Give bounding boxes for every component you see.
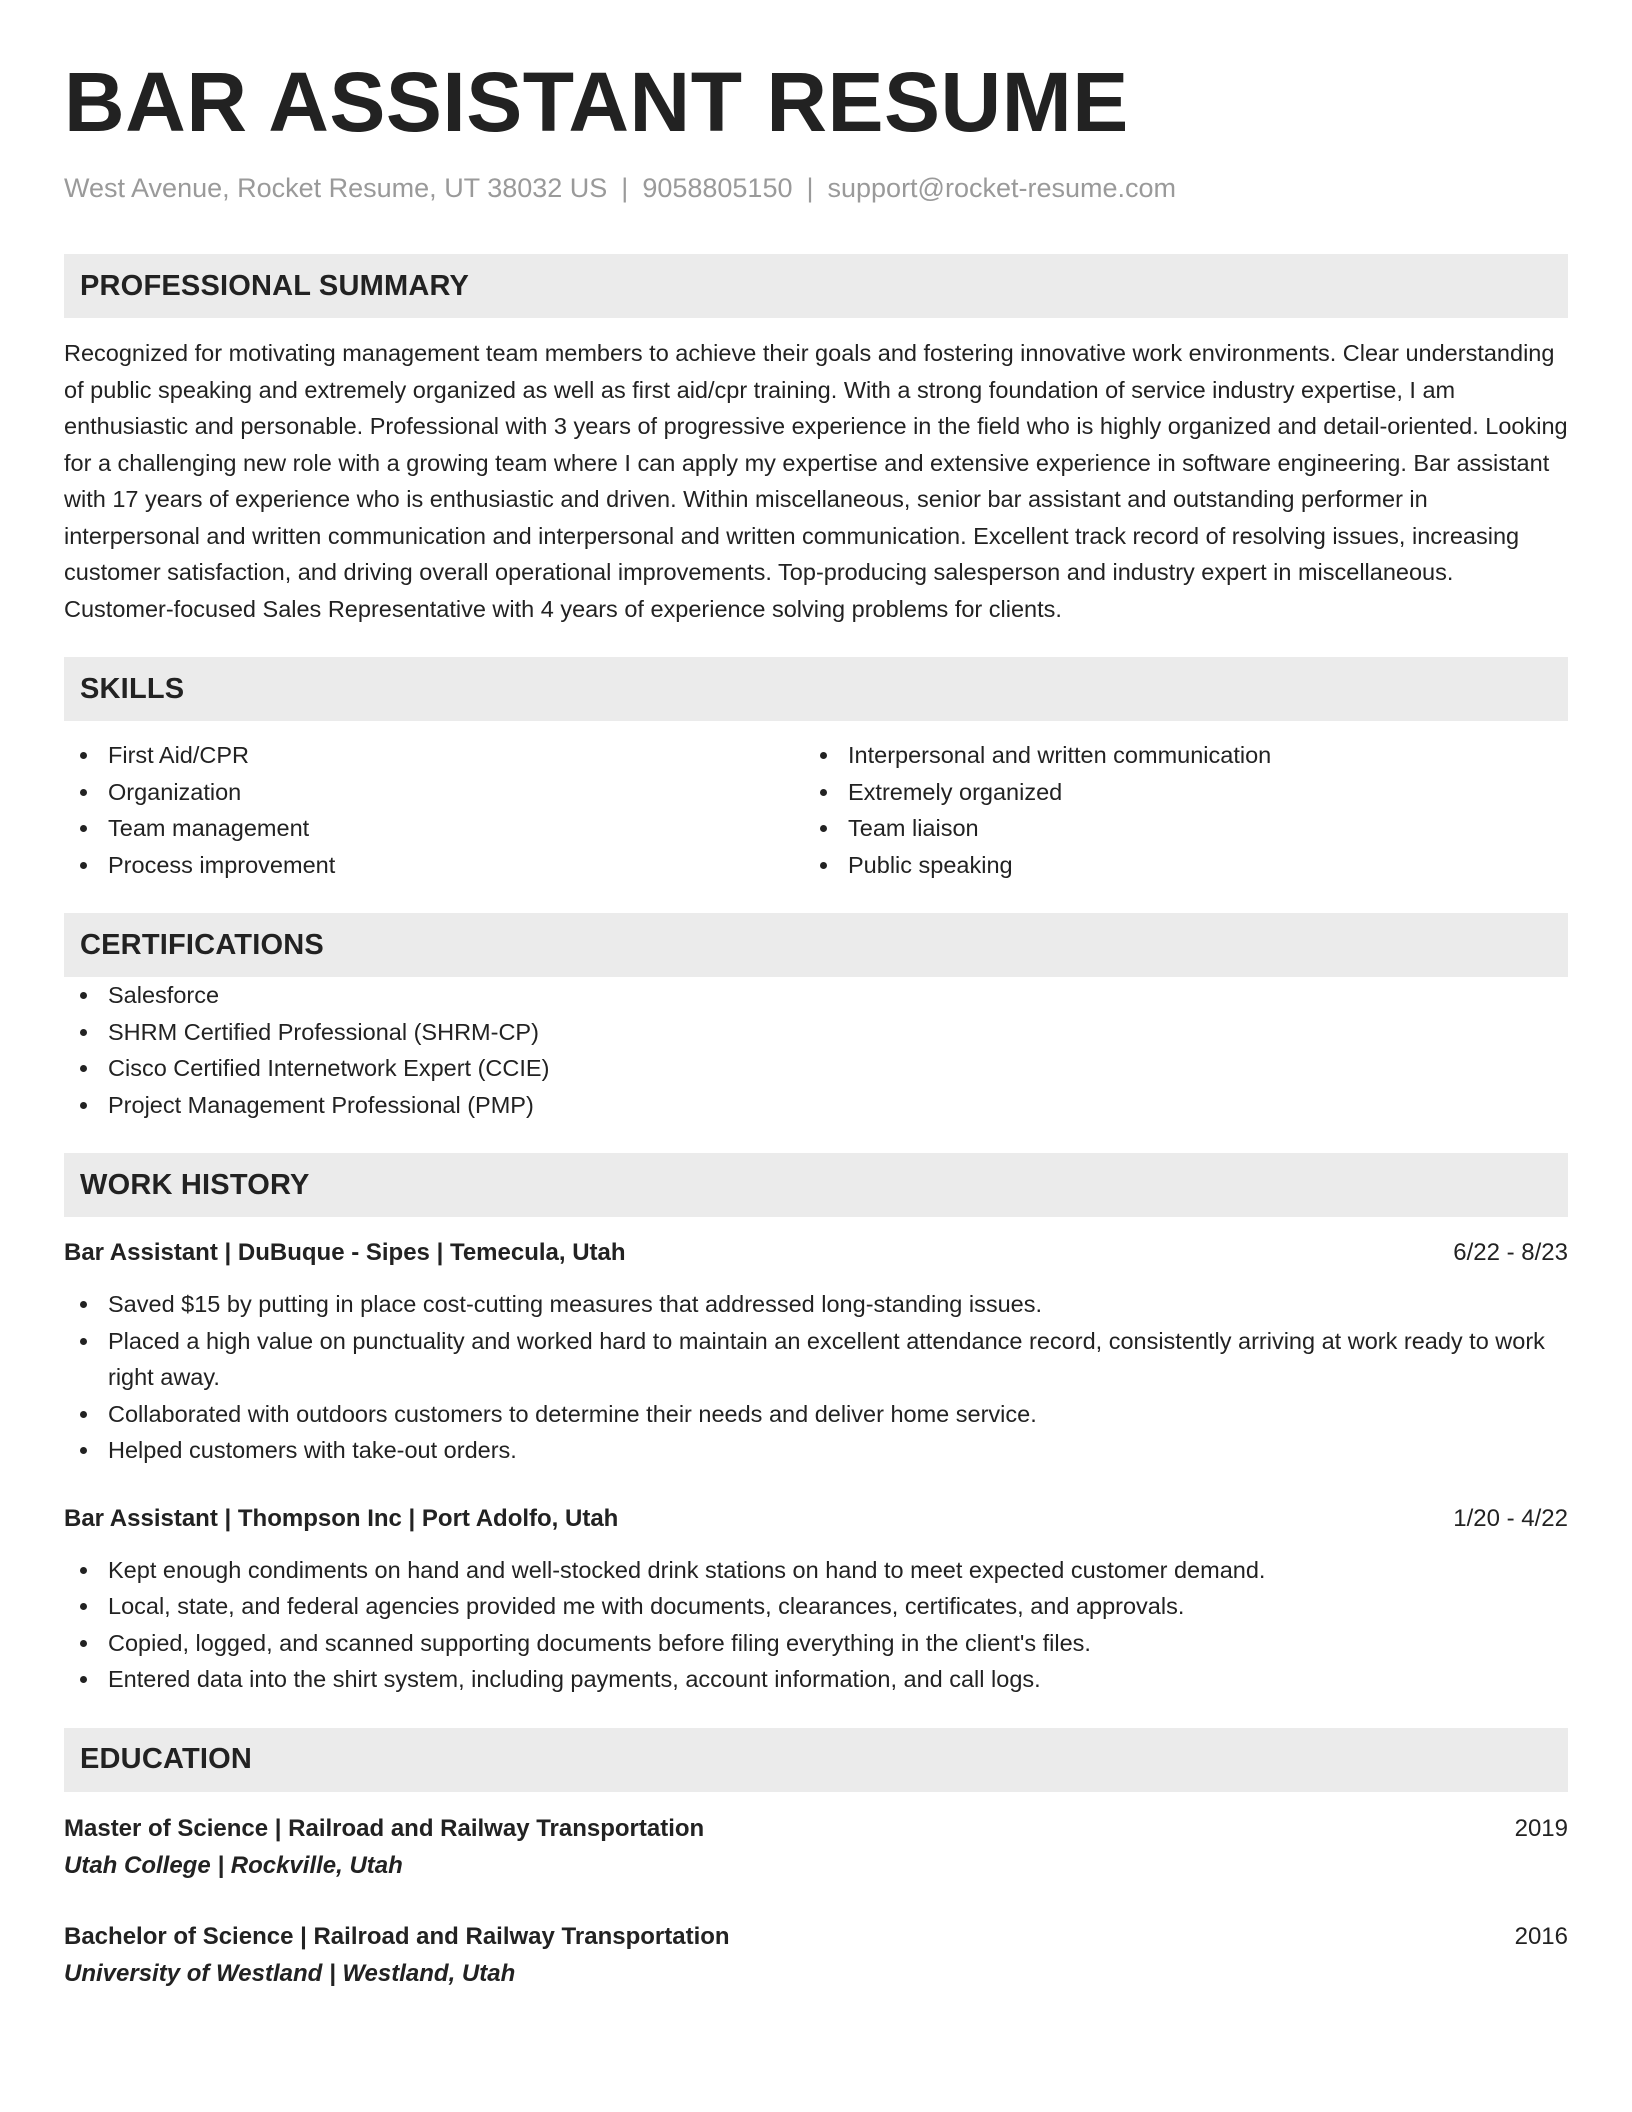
resume-title: BAR ASSISTANT RESUME <box>64 55 1129 149</box>
job-bullets <box>64 1286 1568 1469</box>
education-year: 2016 <box>1514 1922 1568 1950</box>
job-bullet: Helped customers with take-out orders. <box>64 1432 1568 1469</box>
job-header <box>64 1501 1568 1537</box>
certification-item: Cisco Certified Internetwork Expert (CCIE) <box>64 1050 1568 1087</box>
contact-separator: | <box>621 173 629 203</box>
job-entry <box>64 1235 1568 1469</box>
skill-item: Team management <box>64 810 804 847</box>
certification-item: SHRM Certified Professional (SHRM-CP) <box>64 1014 1568 1051</box>
job-entry <box>64 1501 1568 1698</box>
job-title: Bar Assistant | Thompson Inc | Port Adolfo, Utah <box>64 1504 619 1532</box>
certifications-list <box>64 977 1568 1123</box>
certification-item: Salesforce <box>64 977 1568 1014</box>
education-degree: Bachelor of Science | Railroad and Railway Transportation <box>64 1922 730 1950</box>
skills-left-column <box>64 737 804 883</box>
summary-text: Recognized for motivating management team members to achieve their goals and fostering innovative work environments. Clear understanding of public speaking and extremely organized as well as first aid/cpr training. With a strong foundation of service industry expertise, I am enthusiastic and personable. Professional with 3 years of progressive experience in the field who is highly organized and detail-oriented. Looking for a challenging new role with a growing team where I can apply my expertise and extensive experience in software engineering. Bar assistant with 17 years of experience who is enthusiastic and driven. Within miscellaneous, senior bar assistant and outstanding performer in interpersonal and written communication and interpersonal and written communication. Excellent track record of resolving issues, increasing customer satisfaction, and driving overall operational improvements. Top-producing salesperson and industry expert in miscellaneous. Customer-focused Sales Representative with 4 years of experience solving problems for clients. <box>64 340 1568 622</box>
job-bullet: Saved $15 by putting in place cost-cutting measures that addressed long-standing issues. <box>64 1286 1568 1323</box>
skill-item: Interpersonal and written communication <box>804 737 1544 774</box>
education-school: University of Westland | Westland, Utah <box>64 1959 516 1987</box>
job-dates: 6/22 - 8/23 <box>1453 1239 1568 1266</box>
skill-item: Team liaison <box>804 810 1544 847</box>
work-history-section <box>64 1153 1568 1698</box>
contact-address: West Avenue, Rocket Resume, UT 38032 US <box>64 173 608 203</box>
certifications-heading: CERTIFICATIONS <box>64 913 1568 977</box>
education-heading: EDUCATION <box>64 1728 1568 1792</box>
job-bullet: Collaborated with outdoors customers to determine their needs and deliver home service. <box>64 1396 1568 1433</box>
skills-section <box>64 657 1568 883</box>
education-entry <box>64 1918 1568 1992</box>
job-dates: 1/20 - 4/22 <box>1453 1504 1568 1532</box>
education-year: 2019 <box>1514 1814 1568 1842</box>
education-entry <box>64 1810 1568 1884</box>
certification-item: Project Management Professional (PMP) <box>64 1087 1568 1124</box>
job-bullet: Entered data into the shirt system, including payments, account information, and call logs. <box>64 1661 1568 1698</box>
education-degree: Master of Science | Railroad and Railway Transportation <box>64 1814 705 1842</box>
skill-item: Extremely organized <box>804 774 1544 811</box>
skill-item: Public speaking <box>804 847 1544 884</box>
skills-grid <box>64 737 1568 883</box>
work-history-heading: WORK HISTORY <box>64 1153 1568 1217</box>
contact-email: support@rocket-resume.com <box>827 173 1177 203</box>
job-bullet: Placed a high value on punctuality and worked hard to maintain an excellent attendance record, consistently arriving at work ready to work right away. <box>64 1323 1568 1396</box>
skill-item: First Aid/CPR <box>64 737 804 774</box>
job-title: Bar Assistant | DuBuque - Sipes | Temecula, Utah <box>64 1239 626 1266</box>
summary-section <box>64 254 1568 627</box>
skill-item: Process improvement <box>64 847 804 884</box>
skills-heading: SKILLS <box>64 657 1568 721</box>
education-header <box>64 1810 1568 1847</box>
job-header <box>64 1235 1568 1271</box>
education-header <box>64 1918 1568 1955</box>
education-school: Utah College | Rockville, Utah <box>64 1851 403 1879</box>
job-bullet: Kept enough condiments on hand and well-stocked drink stations on hand to meet expected customer demand. <box>64 1552 1568 1589</box>
job-bullet: Local, state, and federal agencies provided me with documents, clearances, certificates, and approvals. <box>64 1588 1568 1625</box>
contact-phone: 9058805150 <box>642 173 793 203</box>
job-bullets <box>64 1552 1568 1698</box>
job-bullet: Copied, logged, and scanned supporting documents before filing everything in the client's files. <box>64 1625 1568 1662</box>
skill-item: Organization <box>64 774 804 811</box>
education-section <box>64 1728 1568 1992</box>
certifications-section <box>64 913 1568 1123</box>
summary-heading: PROFESSIONAL SUMMARY <box>64 254 1568 318</box>
skills-right-column <box>804 737 1544 883</box>
contact-separator: | <box>806 173 814 203</box>
contact-line <box>64 170 1568 206</box>
